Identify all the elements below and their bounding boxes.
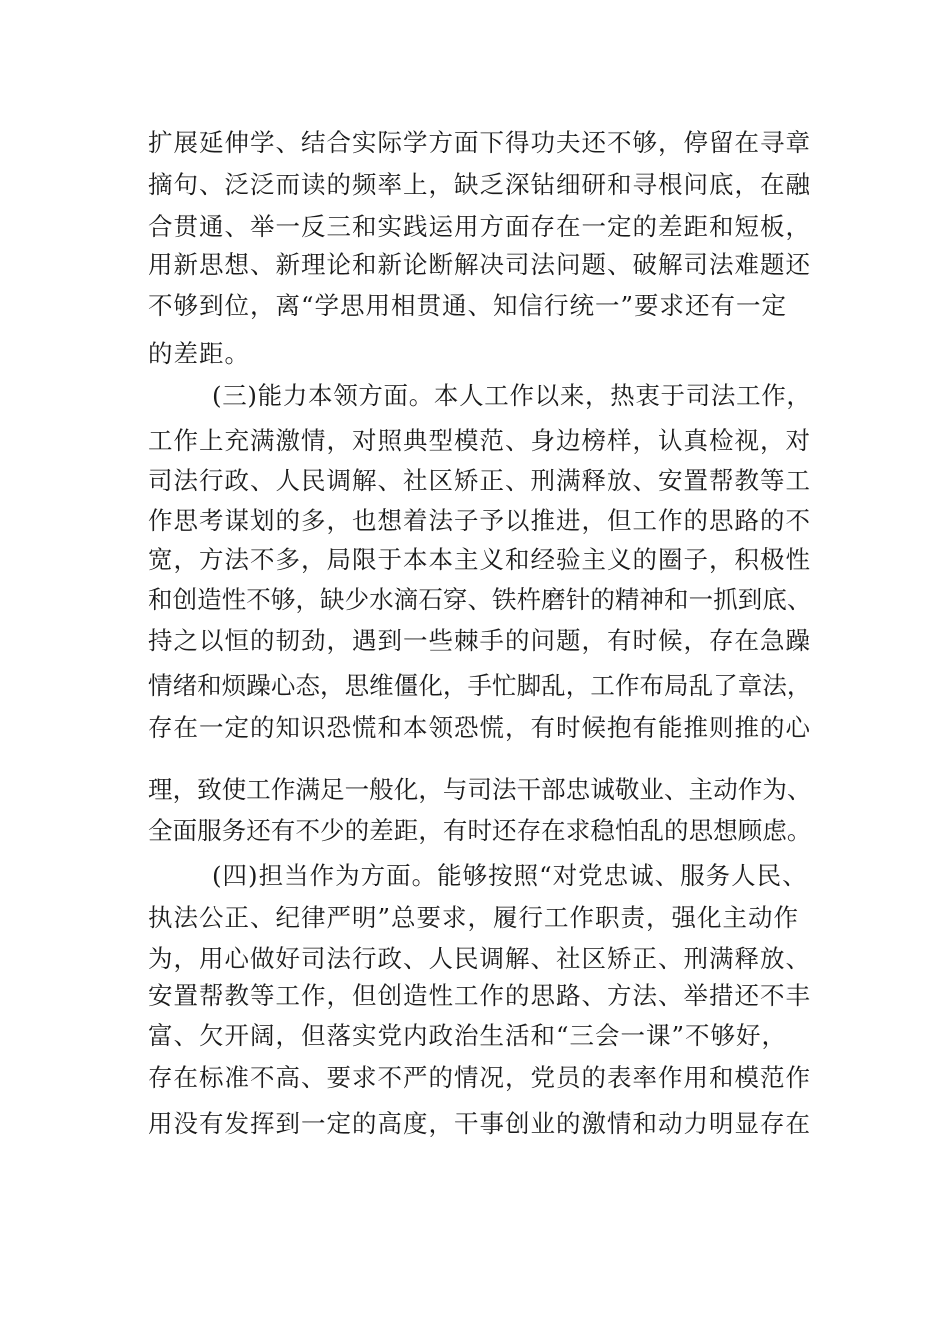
text-line-11: 宽，方法不多，局限于本本主义和经验主义的圈子，积极性 [148, 545, 811, 574]
section-4-heading-line: (四)担当作为方面。能够按照“对党忠诚、服务人民、 [212, 861, 808, 890]
text-line-19: 执法公正、纪律严明”总要求，履行工作职责，强化主动作 [148, 903, 800, 932]
text-line-8: 工作上充满激情，对照典型模范、身边榜样，认真检视，对 [148, 426, 811, 455]
text-line-2: 摘句、泛泛而读的频率上，缺乏深钻细研和寻根问底，在融 [148, 170, 811, 199]
text-line-5: 不够到位，离“学思用相贯通、知信行统一”要求还有一定 [148, 291, 788, 320]
text-line-21: 安置帮教等工作，但创造性工作的思路、方法、举措还不丰 [148, 981, 811, 1010]
text-line-6: 的差距。 [148, 339, 250, 368]
text-line-10: 作思考谋划的多，也想着法子予以推进，但工作的思路的不 [148, 506, 811, 535]
text-line-3: 合贯通、举一反三和实践运用方面存在一定的差距和短板， [148, 212, 811, 241]
text-line-17: 全面服务还有不少的差距，有时还存在求稳怕乱的思想顾虑。 [148, 816, 812, 845]
text-line-23: 存在标准不高、要求不严的情况，党员的表率作用和模范作 [148, 1063, 811, 1092]
text-line-9: 司法行政、人民调解、社区矫正、刑满释放、安置帮教等工 [148, 466, 811, 495]
text-line-16: 理，致使工作满足一般化，与司法干部忠诚敬业、主动作为、 [148, 775, 812, 804]
text-line-22: 富、欠开阔，但落实党内政治生活和“三会一课”不够好， [148, 1021, 788, 1050]
text-line-4: 用新思想、新理论和新论断解决司法问题、破解司法难题还 [148, 250, 811, 279]
text-line-13: 持之以恒的韧劲，遇到一些棘手的问题，有时候，存在急躁 [148, 626, 811, 655]
section-3-heading-line: (三)能力本领方面。本人工作以来，热衷于司法工作， [212, 381, 812, 410]
text-line-24: 用没有发挥到一定的高度，干事创业的激情和动力明显存在 [148, 1109, 811, 1138]
text-line-20: 为，用心做好司法行政、人民调解、社区矫正、刑满释放、 [148, 944, 811, 973]
text-line-1: 扩展延伸学、结合实际学方面下得功夫还不够，停留在寻章 [148, 128, 811, 157]
text-line-14: 情绪和烦躁心态，思维僵化，手忙脚乱，工作布局乱了章法， [148, 671, 812, 700]
text-line-15: 存在一定的知识恐慌和本领恐慌，有时候抱有能推则推的心 [148, 713, 811, 742]
text-line-12: 和创造性不够，缺少水滴石穿、铁杵磨针的精神和一抓到底、 [148, 585, 812, 614]
